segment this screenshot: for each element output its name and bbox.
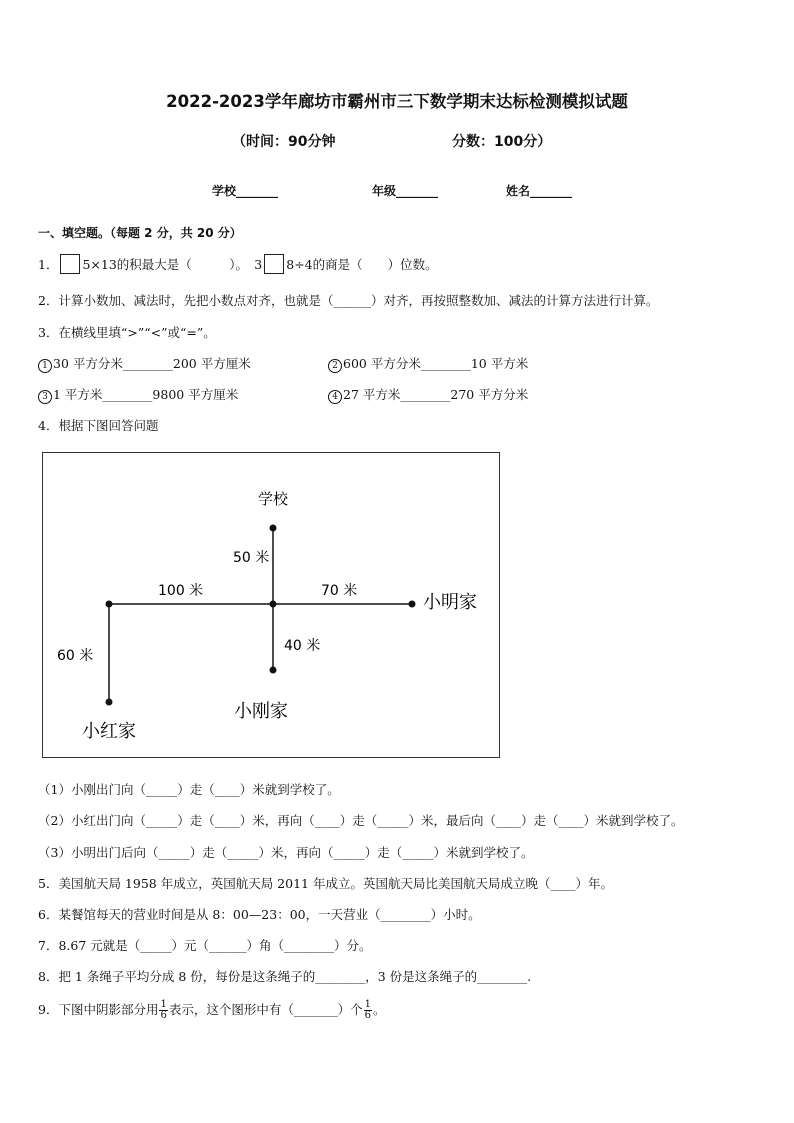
school-point [270,525,277,532]
corner-point [106,601,113,608]
q1-part-a: 5×13的积最大是（ ）。 3 [82,257,263,272]
q3-item-text: 27 平方米________270 平方分米 [343,387,529,402]
label-40m: 40 米 [284,638,321,654]
fraction-one-sixth [364,1000,372,1021]
time-label: （时间：90分钟 [232,134,336,150]
question-2: 2．计算小数加、减法时，先把小数点对齐，也就是（______）对齐，再按照整数加、减法的计算方法进行计算。 [38,293,659,308]
fraction-numerator: 1 [160,999,167,1010]
q1-part-b: 8÷4的商是（ ）位数。 [286,257,438,272]
question-9 [38,1000,386,1021]
question-6: 6．某餐馆每天的营业时间是从 8：00—23：00，一天营业（________）小时。 [38,907,481,922]
label-100m: 100 米 [158,583,204,599]
page-title: 2022-2023学年廊坊市霸州市三下数学期末达标检测模拟试题 [166,92,628,111]
q4-sub-2: （2）小红出门向（_____）走（____）米，再向（____）走（_____）米，最后向（____）走（____）米就到学校了。 [38,813,684,828]
section-heading: 一、填空题。（每题 2 分，共 20 分） [38,226,242,240]
q4-sub-1: （1）小刚出门向（_____）走（____）米就到学校了。 [38,782,340,797]
grade-field: 年级_______ [372,184,439,198]
center-point [270,601,277,608]
xiaogang-point [270,667,277,674]
q9-part-c: 。 [372,1002,386,1017]
xiaohong-point [106,699,113,706]
circled-number: 4 [328,390,342,404]
q9-part-a: 9．下图中阴影部分用 [38,1002,159,1017]
name-field: 姓名_______ [506,184,573,198]
q4-sub-3: （3）小明出门后向（_____）走（_____）米，再向（_____）走（_____）米就到学校了。 [38,845,534,860]
fraction-denominator: 6 [364,1010,371,1021]
q3-item-3 [38,385,238,404]
label-60m: 60 米 [57,648,94,664]
q1-number: 1． [38,257,59,272]
fraction-numerator: 1 [364,999,371,1010]
q3-item-1 [38,354,251,373]
question-5: 5．美国航天局 1958 年成立，英国航天局 2011 年成立。英国航天局比美国航天局成立晚（____）年。 [38,876,613,891]
q3-item-text: 30 平方分米________200 平方厘米 [53,356,251,371]
q3-item-text: 600 平方分米________10 平方米 [343,356,529,371]
fraction-one-sixth [159,1000,167,1021]
q3-item-text: 1 平方米________9800 平方厘米 [53,387,239,402]
q3-item-2 [328,354,528,373]
fraction-denominator: 6 [160,1010,167,1021]
q9-part-b: 表示，这个图形中有（_______）个 [168,1002,363,1017]
xiaoming-point [409,601,416,608]
label-xiaohong-home: 小红家 [82,721,136,742]
circled-number: 2 [328,359,342,373]
label-school: 学校 [258,490,289,508]
label-70m: 70 米 [321,583,358,599]
q3-item-4 [328,385,528,404]
question-4: 4．根据下图回答问题 [38,418,159,433]
blank-box [264,254,284,274]
blank-box [60,254,80,274]
label-xiaogang-home: 小刚家 [234,701,288,722]
question-7: 7．8.67 元就是（_____）元（______）角（________）分。 [38,938,372,953]
label-50m: 50 米 [233,550,270,566]
circled-number: 1 [38,359,52,373]
question-8: 8．把 1 条绳子平均分成 8 份，每份是这条绳子的________，3 份是这条绳子的________. [38,969,532,984]
label-xiaoming-home: 小明家 [423,592,477,613]
score-label: 分数：100分） [452,134,552,150]
question-1 [38,254,438,274]
school-field: 学校_______ [212,184,279,198]
question-3: 3．在横线里填“>”“<”或“=”。 [38,325,216,340]
circled-number: 3 [38,390,52,404]
route-map-figure [42,452,500,758]
